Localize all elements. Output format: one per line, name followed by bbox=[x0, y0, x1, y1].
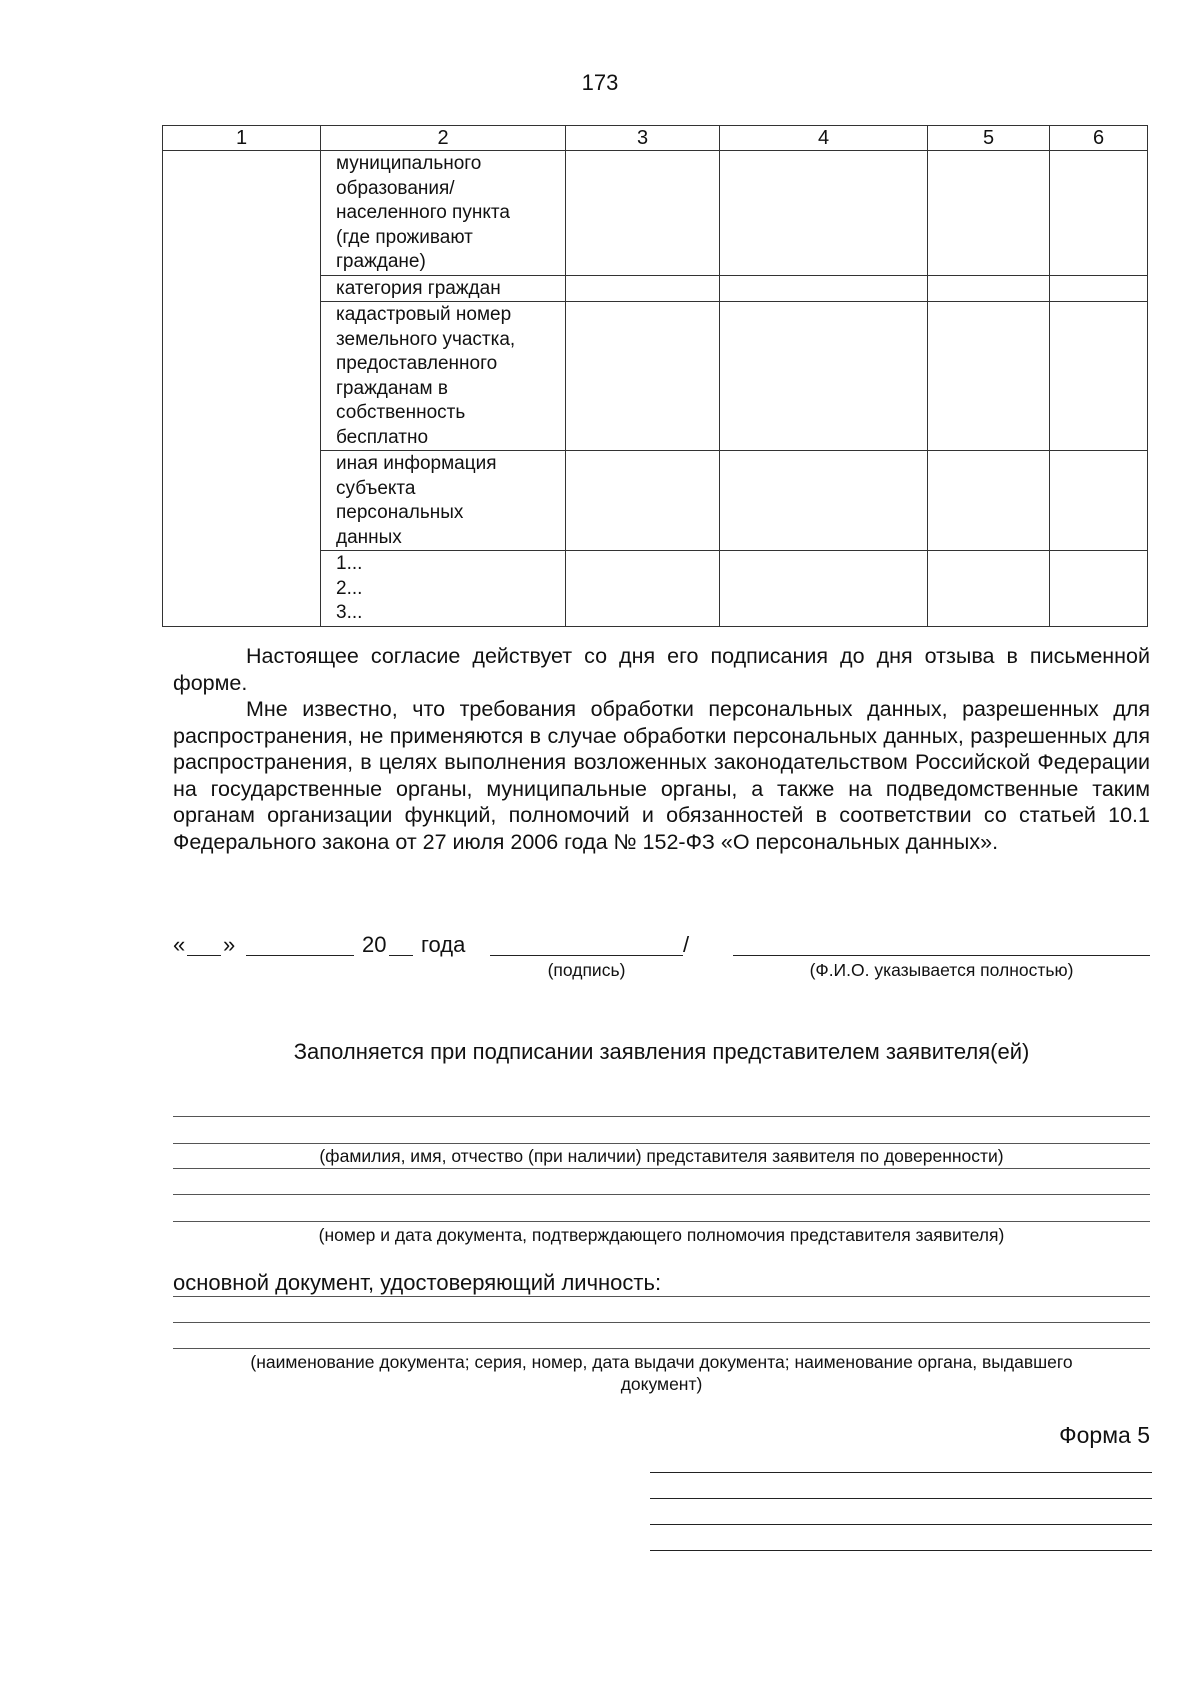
identity-doc-line[interactable] bbox=[173, 1348, 1150, 1349]
signature-slash: / bbox=[683, 932, 690, 957]
cell-line: субъекта bbox=[336, 477, 416, 499]
table-cell bbox=[928, 302, 1050, 451]
table-cell bbox=[1050, 451, 1148, 551]
table-cell bbox=[163, 551, 321, 627]
table-row bbox=[163, 551, 1148, 627]
representative-fio-caption: (фамилия, имя, отчество (при наличии) представителя заявителя по доверенности) bbox=[319, 1146, 1004, 1166]
authority-doc-caption: (номер и дата документа, подтверждающего полномочия представителя заявителя) bbox=[318, 1225, 1005, 1245]
identity-doc-caption bbox=[173, 1351, 1150, 1395]
cell-line: (где проживают bbox=[336, 226, 473, 248]
cell-line: иная информация bbox=[336, 453, 497, 474]
cell-line: муниципального bbox=[336, 153, 482, 174]
table-cell bbox=[566, 451, 720, 551]
table-cell bbox=[163, 302, 321, 451]
addressee-line[interactable] bbox=[650, 1550, 1152, 1551]
cell-line: персональных bbox=[336, 502, 464, 523]
cell-line: кадастровый номер bbox=[336, 304, 512, 325]
cell-line: 2... bbox=[336, 577, 363, 599]
signature-caption: (подпись) bbox=[547, 960, 626, 980]
day-blank[interactable] bbox=[187, 955, 221, 956]
header-cell: 4 bbox=[720, 126, 928, 151]
cell-line: земельного участка, bbox=[336, 328, 516, 350]
cell-line: граждане) bbox=[336, 251, 426, 272]
signature-blank[interactable] bbox=[490, 955, 683, 956]
cell-line: 1... bbox=[336, 553, 363, 574]
table-cell bbox=[163, 275, 321, 302]
header-cell: 6 bbox=[1050, 126, 1148, 151]
header-cell: 5 bbox=[928, 126, 1050, 151]
cell-line: данных bbox=[336, 526, 402, 548]
table-cell-label bbox=[321, 275, 566, 302]
addressee-line[interactable] bbox=[650, 1472, 1152, 1473]
table-cell bbox=[1050, 151, 1148, 276]
consent-legal-paragraph: Мне известно, что требования обработки персональных данных, разрешенных для распространения, не применяются в случае обработки персональных данных, разрешенных для распространения, в целях выполнения возложенных законодательством Российской Федерации на государственные органы, муниципальные органы, а также на подведомственные таким органам организации функций, полномочий и обязанностей в соответствии со статьей 10.1 Федерального закона от 27 июля 2006 года № 152-ФЗ «О персональных данных». bbox=[173, 697, 1150, 854]
table-row bbox=[163, 275, 1148, 302]
header-cell: 3 bbox=[566, 126, 720, 151]
fio-caption: (Ф.И.О. указывается полностью) bbox=[809, 960, 1074, 980]
month-blank[interactable] bbox=[246, 955, 354, 956]
table-cell bbox=[720, 302, 928, 451]
consent-validity-paragraph: Настоящее согласие действует со дня его подписания до дня отзыва в письменной форме. bbox=[173, 644, 1150, 695]
table-cell bbox=[1050, 275, 1148, 302]
form-label: Форма 5 bbox=[1059, 1422, 1150, 1448]
table-cell bbox=[720, 451, 928, 551]
table-cell-label bbox=[321, 151, 566, 276]
authority-doc-line[interactable] bbox=[173, 1221, 1150, 1222]
identity-doc-label: основной документ, удостоверяющий личность: bbox=[173, 1270, 662, 1295]
table-cell bbox=[928, 451, 1050, 551]
cell-line: бесплатно bbox=[336, 426, 429, 448]
table-cell bbox=[720, 151, 928, 276]
table-cell-label bbox=[321, 302, 566, 451]
header-cell: 2 bbox=[321, 126, 566, 151]
identity-doc-line[interactable] bbox=[173, 1322, 1150, 1323]
table-cell bbox=[1050, 302, 1148, 451]
table-cell-label bbox=[321, 451, 566, 551]
table-cell-label bbox=[321, 551, 566, 627]
cell-line: собственность bbox=[336, 402, 466, 423]
representative-line bbox=[173, 1168, 1150, 1169]
table-cell bbox=[163, 451, 321, 551]
table-cell bbox=[928, 275, 1050, 302]
cell-line: образования/ bbox=[336, 177, 455, 199]
date-open-quote: « bbox=[173, 932, 186, 957]
header-cell: 1 bbox=[163, 126, 321, 151]
table-cell bbox=[720, 275, 928, 302]
addressee-line[interactable] bbox=[650, 1498, 1152, 1499]
identity-doc-line[interactable] bbox=[173, 1296, 1150, 1297]
table-header-row bbox=[163, 126, 1148, 151]
date-close-quote: » bbox=[223, 932, 236, 957]
year-prefix: 20 bbox=[362, 932, 387, 957]
page-number: 173 bbox=[581, 70, 619, 95]
identity-doc-caption-line: документ) bbox=[620, 1374, 703, 1394]
representative-line bbox=[173, 1116, 1150, 1117]
table-cell bbox=[720, 551, 928, 627]
representative-fio-line[interactable] bbox=[173, 1143, 1150, 1144]
table-cell bbox=[1050, 551, 1148, 627]
year-blank[interactable] bbox=[389, 955, 413, 956]
year-word: года bbox=[421, 932, 466, 957]
table-cell bbox=[566, 551, 720, 627]
cell-line: населенного пункта bbox=[336, 202, 510, 223]
authority-doc-line[interactable] bbox=[173, 1194, 1150, 1195]
table-cell bbox=[566, 275, 720, 302]
cell-line: гражданам в bbox=[336, 377, 448, 399]
table-cell bbox=[566, 302, 720, 451]
table-row bbox=[163, 151, 1148, 276]
representative-heading: Заполняется при подписании заявления представителем заявителя(ей) bbox=[293, 1039, 1030, 1064]
identity-doc-caption-line: (наименование документа; серия, номер, дата выдачи документа; наименование органа, выдавшего bbox=[250, 1352, 1073, 1372]
cell-line: 3... bbox=[336, 602, 363, 623]
table-cell bbox=[163, 151, 321, 276]
table-row bbox=[163, 302, 1148, 451]
table-cell bbox=[928, 151, 1050, 276]
cell-line: предоставленного bbox=[336, 353, 498, 374]
table-cell bbox=[928, 551, 1050, 627]
fio-blank[interactable] bbox=[733, 955, 1150, 956]
personal-data-table bbox=[162, 125, 1148, 627]
table-row bbox=[163, 451, 1148, 551]
cell-line: категория граждан bbox=[336, 277, 501, 299]
table-cell bbox=[566, 151, 720, 276]
addressee-line[interactable] bbox=[650, 1524, 1152, 1525]
